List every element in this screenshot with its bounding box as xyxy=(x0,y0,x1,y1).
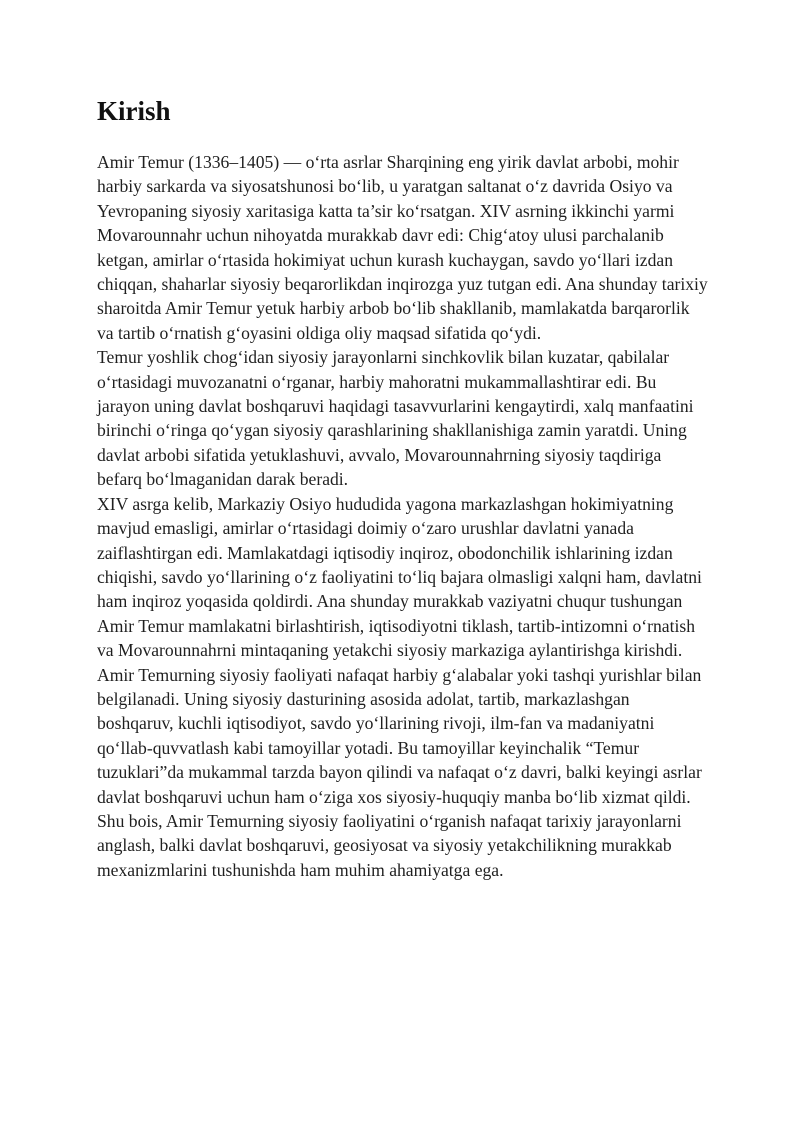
paragraph-2: Temur yoshlik chog‘idan siyosiy jarayonlarni sinchkovlik bilan kuzatar, qabilalar o‘rtasidagi muvozanatni o‘rganar, harbiy mahoratni mukammallashtirar edi. Bu jarayon uning davlat boshqaruvi haqidagi tasavvurlarini kengaytirdi, xalq manfaatini birinchi o‘ringa qo‘ygan siyosiy qarashlarining shakllanishiga zamin yaratdi. Uning davlat arbobi sifatida yetuklashuvi, avvalo, Movarounnahrning siyosiy taqdiriga befarq bo‘lmaganidan darak beradi. xyxy=(97,347,694,490)
paragraph-5: Shu bois, Amir Temurning siyosiy faoliyatini o‘rganish nafaqat tarixiy jarayonlarni anglash, balki davlat boshqaruvi, geosiyosat va siyosiy yetakchilikning murakkab mexanizmlarini tushunishda ham muhim ahamiyatga ega. xyxy=(97,810,682,880)
paragraph-1: Amir Temur (1336–1405) — o‘rta asrlar Sharqining eng yirik davlat arbobi, mohir harbiy sarkarda va siyosatshunosi bo‘lib, u yaratgan saltanat o‘z davrida Osiyo va Yevropaning siyosiy xaritasiga katta ta’sir ko‘rsatgan. XIV asrning ikkinchi yarmi Movarounnahr uchun nihoyatda murakkab davr edi: Chig‘atoy ulusi parchalanib ketgan, amirlar o‘rtasida hokimiyat uchun kurash kuchaygan, savdo yo‘llari izdan chiqqan, shaharlar siyosiy beqarorlikdan inqirozga yuz tutgan edi. Ana shunday tarixiy sharoitda Amir Temur yetuk harbiy arbob bo‘lib shakllanib, mamlakatda barqarorlik va tartib o‘rnatish g‘oyasini oldiga oliy maqsad sifatida qo‘ydi. xyxy=(97,152,708,343)
paragraph-3: XIV asrga kelib, Markaziy Osiyo hududida yagona markazlashgan hokimiyatning mavjud emasligi, amirlar o‘rtasidagi doimiy o‘zaro urushlar davlatni yanada zaiflashtirgan edi. Mamlakatdagi iqtisodiy inqiroz, obodonchilik ishlarining izdan chiqishi, savdo yo‘llarining o‘z faoliyatini to‘liq bajara olmasligi xalqni ham, davlatni ham inqiroz yoqasida qoldirdi. Ana shunday murakkab vaziyatni chuqur tushungan Amir Temur mamlakatni birlashtirish, iqtisodiyotni tiklash, tartib-intizomni o‘rnatish va Movarounnahrni mintaqaning yetakchi siyosiy markaziga aylantirishga kirishdi. xyxy=(97,493,702,661)
body-text xyxy=(97,150,709,882)
paragraph-4: Amir Temurning siyosiy faoliyati nafaqat harbiy g‘alabalar yoki tashqi yurishlar bilan belgilanadi. Uning siyosiy dasturining asosida adolat, tartib, markazlashgan boshqaruv, kuchli iqtisodiyot, savdo yo‘llarining rivoji, ilm-fan va madaniyatni qo‘llab-quvvatlash kabi tamoyillar yotadi. Bu tamoyillar keyinchalik “Temur tuzuklari”da mukammal tarzda bayon qilindi va nafaqat o‘z davri, balki keyingi asrlar davlat boshqaruvi uchun ham o‘ziga xos siyosiy-huquqiy manba bo‘lib xizmat qildi. xyxy=(97,664,702,807)
section-heading: Kirish xyxy=(97,96,171,126)
